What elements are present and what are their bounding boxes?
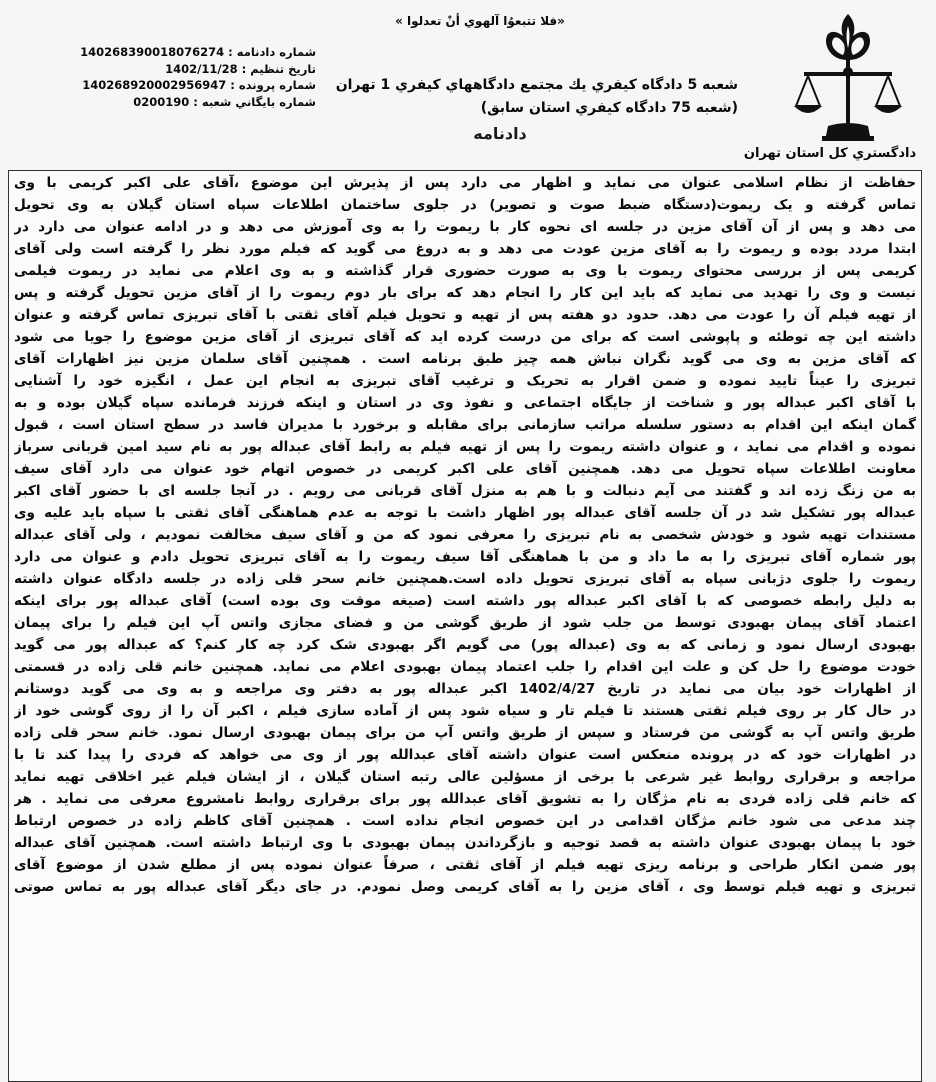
archive-number-label: شماره بايگاني شعبه : xyxy=(193,94,316,109)
body-line: پور شماره آقای تبریزی را به ما داد و من با هماهنگی آقا سیف ریموت را به آقای تبریزی تحویل دادم و عنوان می دارد xyxy=(14,549,916,565)
body-line: اعتماد آقای پیمان بهبودی توسط من جلب شود از طریق گوشی من و فضای مجازی واتس آپ این فیلم را برای پیمان xyxy=(14,615,916,631)
document-header xyxy=(0,0,936,168)
body-line: نیست و وی را تهدید می نماید که باید این کار را انجام دهد که برای بار دوم ریموت را از آقای مزین تحویل گرفته و پس xyxy=(14,285,916,301)
case-number-label: شماره پرونده : xyxy=(230,78,316,92)
judiciary-emblem xyxy=(778,8,918,154)
quran-verse: «فلا تتبعوُا آلهوي أنْ تعدلوا » xyxy=(395,14,565,28)
body-line: نموده و اقدام می نماید ، و عنوان داشته ریموت را پس از تهیه فیلم به رابط آقای عبداله پور به نام سید امین قربانی سرباز xyxy=(14,439,916,455)
case-metadata xyxy=(80,44,316,110)
archive-number-value: 0200190 xyxy=(133,94,190,109)
issue-date-label: تاريخ تنظيم : xyxy=(241,61,316,76)
verdict-number-value: 140268390018076274 xyxy=(80,45,225,59)
verdict-number-row xyxy=(80,44,316,61)
body-line: می دهد و پس از آن آقای مزین در جلسه ای نحوه کار با ریموت را به وی آموزش می دهد و در ادامه عنوان می دارد در xyxy=(14,219,916,235)
body-line: تماس گرفته و یک ریموت(دستگاه ضبط صوت و تصویر) در جلوی ساختمان اطلاعات سپاه استان گیلان به وی تحویل xyxy=(14,197,916,213)
verdict-number-label: شماره دادنامه : xyxy=(228,45,316,59)
scales-of-justice-icon xyxy=(788,8,908,148)
court-name: دادگستري كل استان تهران xyxy=(743,146,917,161)
body-line: در اظهارات خود که در پرونده منعکس است عنوان داشته آقای عبدالله پور از وی می خواهد که فردی را پیدا کند تا با xyxy=(14,747,916,763)
body-line: مراجعه و برقراری روابط غیر شرعی با برخی از مسؤلین عالی رتبه استان گیلان ، از ایشان فیلم غیر اخلاقی تهیه نماید xyxy=(14,769,916,785)
issue-date-row xyxy=(84,61,316,78)
branch-title: شعبه 5 دادگاه كيفري يك مجتمع دادگاههاي كيفري 1 تهران (شعبه 75 دادگاه كيفري استان سابق) xyxy=(335,77,738,116)
issue-date-value: 1402/11/28 xyxy=(165,61,238,76)
body-line: طریق واتس آپ به گوشی من فرستاد و سپس از طریق واتس آپ من برای پیمان بهبودی ارسال نمود. خانم سحر قلی زاده xyxy=(14,725,916,741)
body-line: از اظهارات خود بیان می نماید در تاریخ 1402/4/27 اکبر عبداله پور به دفتر وی مراجعه و به وی می گوید دوستانم xyxy=(14,681,916,697)
body-line: با آقای اکبر عبداله پور و شناخت از جایگاه اجتماعی و نفوذ وی در استان و اینکه فرزند فرمانده سپاه گیلان بوده و به xyxy=(14,395,916,411)
body-line: از تهیه فیلم آن را عودت می دهد. حدود دو هفته پس از تهیه و تحویل فیلم آقای ثقتی با آقای تبریزی تماس گرفته و عنوان xyxy=(14,307,916,323)
case-number-value: 140268920002956947 xyxy=(82,78,227,92)
body-line: خودت موضوع را حل کن و علت این اقدام را جلب اعتماد پیمان بهبودی اعلام می نماید. همچنین خانم قلی زاده در قسمتی xyxy=(14,659,916,675)
body-line: خود با پیمان بهبودی عنوان داشته به قصد توجیه و بازگرداندن پیمان بهبودی با وی ارتباط داشته است. همچنین آقای عبداله xyxy=(14,835,916,851)
document-type-title: دادنامه xyxy=(473,124,527,143)
body-line: تبریزی و تهیه فیلم توسط وی ، آقای مزین را به آقای کریمی وصل نمودم. در جای دیگر آقای عبداله پور به تماس صوتی xyxy=(14,879,916,895)
body-line: گمان اینکه این اقدام به دستور سلسله مراتب سازمانی برای مقابله و برخورد با مدیران فاسد در سطح استان است ، قبول xyxy=(14,417,916,433)
body-line: مستندات تهیه شود و خودش شخصی به نام تبریزی را معرفی نمود که من و آقای سیف مخالفت نمودیم ، ولی آقای عبداله xyxy=(14,527,916,543)
body-line: بهبودی ارسال نمود و زمانی که به وی (عبداله پور) می گویم اگر بهبودی شک کرد چه کار کنم؟ که عبداله پور می گوید xyxy=(14,637,916,653)
body-line: به دلیل رابطه خصوصی که با آقای اکبر عبداله پور داشته است (صیغه موقت وی بوده است) آقای عبداله پور برای اینکه xyxy=(14,593,916,609)
body-line: به من زنگ زده اند و گفتند می آیم دنبالت و با هم به منزل آقای قربانی می رویم . در آنجا جلسه ای با حضور آقای اکبر xyxy=(14,483,916,499)
body-line: عبداله پور تشکیل شد در آن جلسه آقای عبداله پور اظهار داشت با توجه به عدم هماهنگی آقای ثقتی با سپاه باید علیه وی xyxy=(14,505,916,521)
body-line: کریمی پس از بررسی محتوای ریموت با وی به صورت حضوری قرار گذاشته و به وی اعلام می نماید در ریموت فیلمی xyxy=(14,263,916,279)
body-line: چند مدعی می شود خانم مژگان اقدامی در این خصوص انجام نداده است . همچنین آقای کاظم زاده در خصوص ارتباط xyxy=(14,813,916,829)
case-number-row xyxy=(84,77,316,94)
body-line: که آقای مزین به وی می گوید نگران نباش همه چیز طبق برنامه است . همچنین آقای سلمان مزین نیز اظهارات آقای xyxy=(14,351,916,367)
body-line: تبریزی را عیناً تایید نموده و ضمن اقرار به تحریک و ترغیب آقای تبریزی به انجام این عمل ، انگیزه خود را آشنایی xyxy=(14,373,916,389)
verdict-body-text xyxy=(14,172,916,898)
body-line: ریموت را جلوی دژبانی سپاه به آقای تبریزی تحویل داده است.همچنین خانم سحر قلی زاده در جلسه دادگاه عنوان داشته xyxy=(14,571,916,587)
body-line: در حال کار بر روی فیلم ثقتی هستند تا فیلم تار و سیاه شود پس از آماده سازی فیلم ، اکبر آن را از روی گوشی خود از xyxy=(14,703,916,719)
body-line: ابتدا مردد بوده و ریموت را به آقای مزین عودت می دهد و به دروغ می گوید که فیلم مورد نظر را گرفته است ولی آقای xyxy=(14,241,916,257)
archive-number-row xyxy=(84,94,316,111)
body-line: داشته این چه توطئه و پاپوشی است که برای من درست کرده اید که آقای تبریزی از آقای مزین موضوع را جویا می شود xyxy=(14,329,916,345)
body-line: حفاظت از نظام اسلامی عنوان می نماید و اظهار می دارد پس از پذیرش این موضوع ،آقای علی اکبر کریمی با وی xyxy=(14,175,916,191)
body-line: که خانم قلی زاده فردی به نام مژگان را به تشویق آقای عبدالله پور برای برقراری روابط نامشروع معرفی می نماید . هر xyxy=(14,791,916,807)
body-line: معاونت اطلاعات سپاه تحویل می دهد. همچنین آقای علی اکبر کریمی در خصوص اتهام خود عنوان می دارد آقای سیف xyxy=(14,461,916,477)
body-line: پور ضمن انکار طراحی و برنامه ریزی تهیه فیلم از آقای ثقتی ، صرفاً عنوان نموده پس از مطلع شدن از موضوع آقای xyxy=(14,857,916,873)
